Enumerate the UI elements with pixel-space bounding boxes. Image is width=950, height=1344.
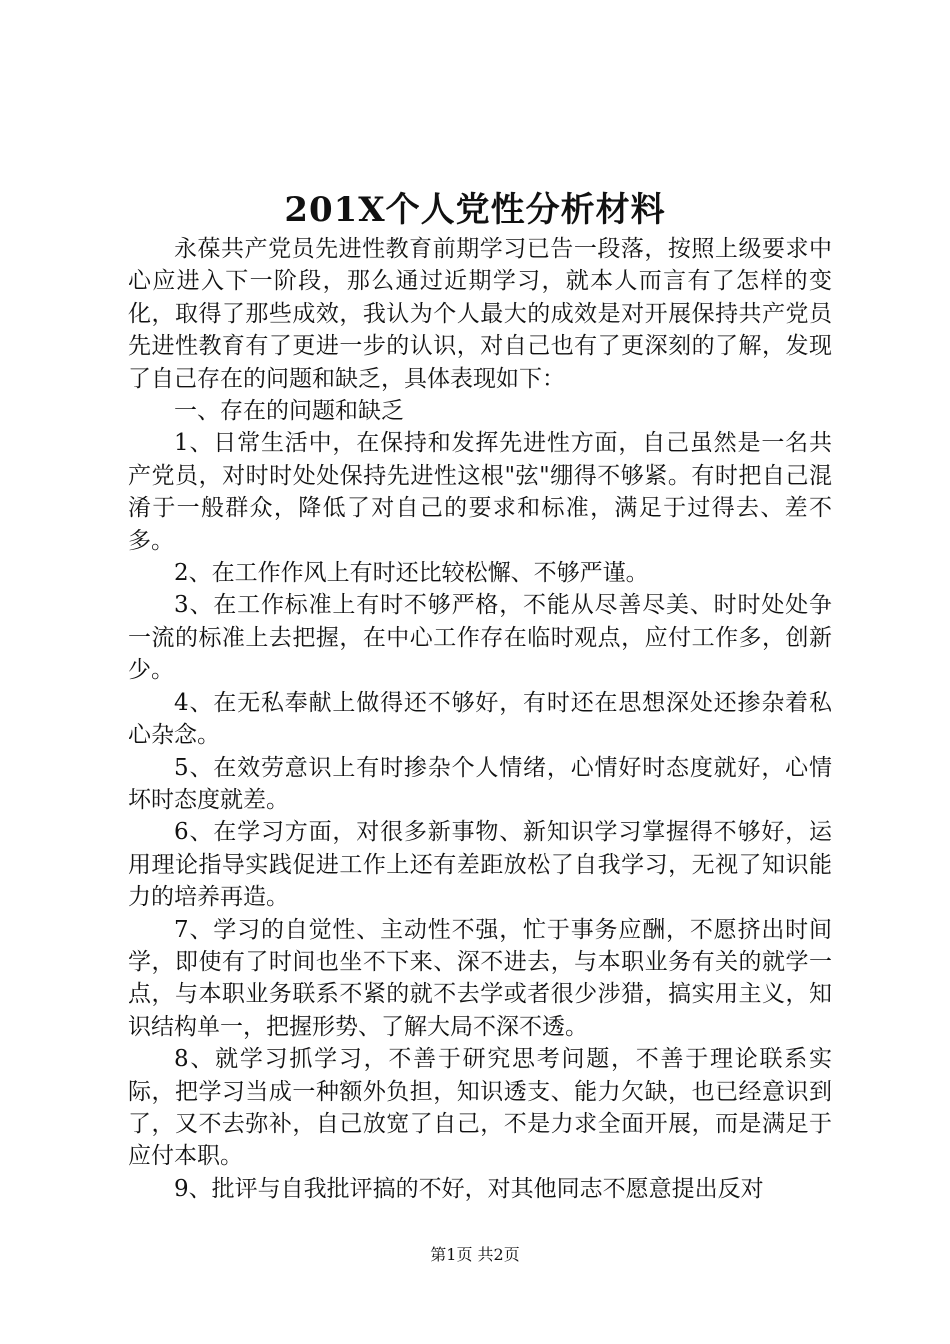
list-item: 3、在工作标准上有时不够严格，不能从尽善尽美、时时处处争一流的标准上去把握，在中心工作存在临时观点，应付工作多，创新少。 bbox=[128, 592, 832, 684]
list-item: 1、日常生活中，在保持和发挥先进性方面，自己虽然是一名共产党员，对时时处处保持先进性这根"弦"绷得不够紧。有时把自己混淆于一般群众，降低了对自己的要求和标准，满足于过得去、差不多。 bbox=[128, 430, 832, 554]
list-item: 7、学习的自觉性、主动性不强，忙于事务应酬，不愿挤出时间学，即使有了时间也坐不下来、深不进去，与本职业务有关的就学一点，与本职业务联系不紧的就不去学或者很少涉猎，搞实用主义，知识结构单一，把握形势、了解大局不深不透。 bbox=[128, 916, 832, 1040]
page-number-footer: 第1页 共2页 bbox=[430, 1245, 520, 1264]
section-heading: 一、存在的问题和缺乏 bbox=[174, 398, 404, 425]
list-item: 2、在工作作风上有时还比较松懈、不够严谨。 bbox=[174, 560, 649, 587]
list-item: 5、在效劳意识上有时掺杂个人情绪，心情好时态度就好，心情坏时态度就差。 bbox=[128, 754, 832, 813]
list-item: 4、在无私奉献上做得还不够好，有时还在思想深处还掺杂着私心杂念。 bbox=[128, 689, 832, 749]
intro-paragraph: 永葆共产党员先进性教育前期学习已告一段落，按照上级要求中心应进入下一阶段，那么通过近期学习，就本人而言有了怎样的变化，取得了那些成效，我认为个人最大的成效是对开展保持共产党员先进性教育有了更进一步的认识，对自己也有了更深刻的了解，发现了自己存在的问题和缺乏，具体表现如下： bbox=[128, 236, 832, 392]
document-title: 201X个人党性分析材料 bbox=[284, 190, 666, 230]
list-item: 9、批评与自我批评搞的不好，对其他同志不愿意提出反对 bbox=[174, 1175, 764, 1202]
list-item: 6、在学习方面，对很多新事物、新知识学习掌握得不够好，运用理论指导实践促进工作上还有差距放松了自我学习，无视了知识能力的培养再造。 bbox=[128, 819, 832, 911]
document-body bbox=[128, 233, 832, 1205]
list-item: 8、就学习抓学习，不善于研究思考问题，不善于理论联系实际，把学习当成一种额外负担，知识透支、能力欠缺，也已经意识到了，又不去弥补，自己放宽了自己，不是力求全面开展，而是满足于应付本职。 bbox=[128, 1046, 832, 1170]
